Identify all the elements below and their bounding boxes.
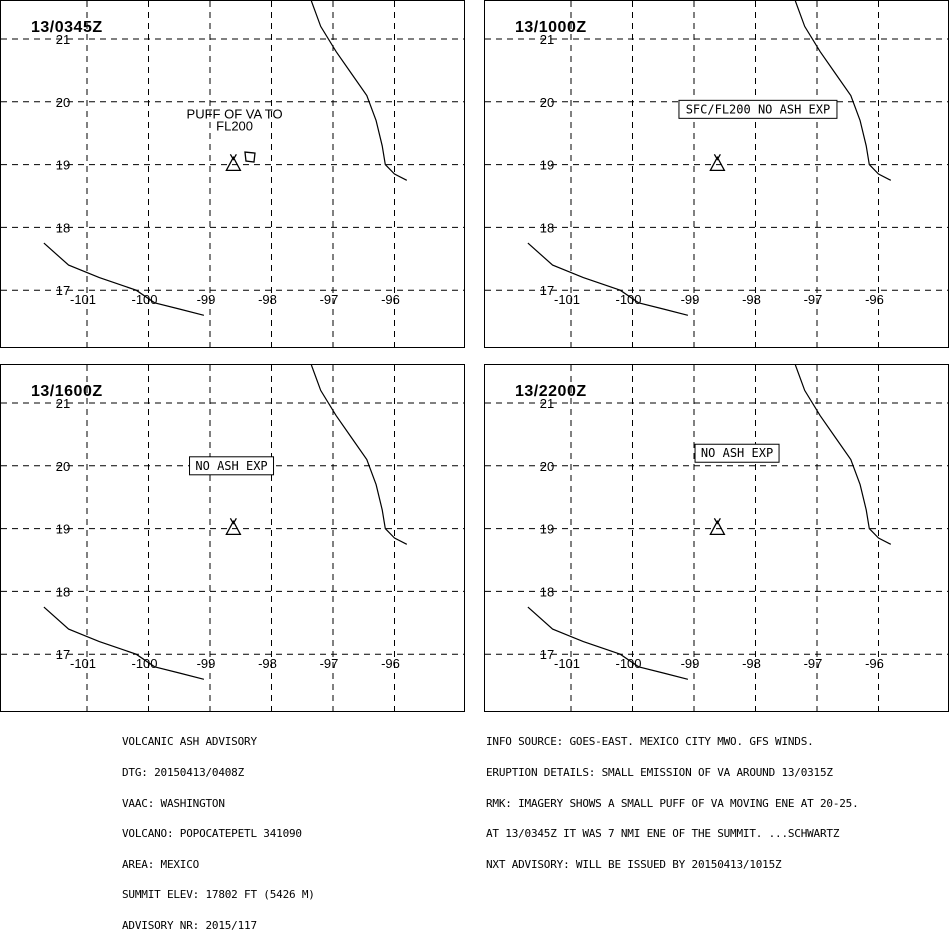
forecast-panel-1600z: [0, 364, 465, 712]
longitude-label: -99: [196, 292, 216, 308]
longitude-label: -98: [258, 292, 277, 308]
footer-line: VOLCANO: POPOCATEPETL 341090: [122, 827, 302, 841]
latitude-label: 21: [55, 32, 71, 47]
gulf-coastline: [786, 1, 891, 180]
pacific-coastline: [528, 243, 688, 315]
longitude-label: -100: [131, 292, 158, 308]
forecast-panel-0345z: [0, 0, 465, 348]
panel-time-label: 13/1600Z: [31, 383, 103, 400]
latitude-label: 20: [55, 94, 71, 110]
annotation-text: NO ASH EXP: [700, 446, 774, 461]
map-1000z: [485, 1, 949, 348]
latitude-label: 17: [55, 647, 71, 663]
longitude-label: -100: [131, 656, 158, 672]
latitude-label: 18: [539, 584, 555, 600]
latitude-label: 17: [539, 283, 555, 299]
latitude-label: 19: [539, 157, 555, 173]
pacific-coastline: [528, 607, 688, 679]
volcano-icon: [710, 518, 724, 534]
longitude-label: -97: [803, 656, 823, 672]
longitude-label: -97: [319, 656, 339, 672]
panel-time-label: 13/0345Z: [31, 19, 103, 36]
volcano-icon: [710, 154, 724, 170]
annotation-text: SFC/FL200 NO ASH EXP: [685, 102, 831, 117]
longitude-label: -98: [258, 656, 277, 672]
latitude-label: 21: [539, 32, 555, 47]
footer-line: AT 13/0345Z IT WAS 7 NMI ENE OF THE SUMMIT. ...SCHWARTZ: [486, 827, 840, 841]
ash-cloud-polygon: [245, 152, 255, 162]
longitude-label: -100: [615, 292, 642, 308]
annotation-text: PUFF OF VA TO: [186, 106, 283, 122]
longitude-label: -98: [742, 656, 761, 672]
latitude-label: 21: [55, 396, 71, 411]
footer-line: DTG: 20150413/0408Z: [122, 766, 245, 779]
gulf-coastline: [302, 365, 407, 544]
annotation-text: NO ASH EXP: [195, 458, 268, 473]
footer-line: ERUPTION DETAILS: SMALL EMISSION OF VA AROUND 13/0315Z: [486, 766, 833, 779]
map-2200z: [485, 365, 949, 712]
longitude-label: -101: [69, 656, 97, 672]
longitude-label: -99: [196, 656, 216, 672]
latitude-label: 20: [539, 458, 555, 474]
pacific-coastline: [44, 607, 204, 679]
latitude-label: 19: [539, 521, 555, 537]
forecast-panel-1000z: [484, 0, 949, 348]
map-1600z: [1, 365, 465, 712]
forecast-panel-2200z: [484, 364, 949, 712]
longitude-label: -99: [680, 292, 700, 308]
volcano-icon: [226, 518, 240, 534]
footer-line: VOLCANIC ASH ADVISORY: [122, 735, 257, 749]
latitude-label: 17: [539, 647, 555, 663]
volcano-icon: [226, 154, 240, 170]
longitude-label: -96: [865, 656, 884, 672]
footer-line: AREA: MEXICO: [122, 857, 200, 871]
footer-line: NXT ADVISORY: WILL BE ISSUED BY 20150413/1015Z: [486, 857, 782, 871]
latitude-label: 21: [539, 396, 555, 411]
longitude-label: -101: [553, 292, 581, 308]
latitude-label: 18: [55, 584, 71, 600]
footer-line: SUMMIT ELEV: 17802 FT (5426 M): [122, 888, 315, 902]
panel-time-label: 13/2200Z: [515, 383, 587, 400]
gulf-coastline: [786, 365, 891, 544]
pacific-coastline: [44, 243, 204, 315]
longitude-label: -101: [69, 292, 97, 308]
advisory-header-text: [122, 717, 315, 941]
longitude-label: -96: [865, 292, 884, 308]
latitude-label: 19: [55, 157, 71, 173]
footer-line: VAAC: WASHINGTON: [122, 796, 225, 810]
latitude-label: 19: [55, 521, 71, 537]
longitude-label: -97: [803, 292, 823, 308]
map-0345z: [1, 1, 465, 348]
longitude-label: -97: [319, 292, 339, 308]
longitude-label: -96: [381, 292, 400, 308]
footer-line: ADVISORY NR: 2015/117: [122, 918, 257, 932]
latitude-label: 20: [55, 458, 71, 474]
longitude-label: -101: [553, 656, 581, 672]
longitude-label: -98: [742, 292, 761, 308]
latitude-label: 18: [539, 220, 555, 236]
annotation-text: FL200: [216, 118, 254, 134]
latitude-label: 18: [55, 220, 71, 236]
panel-time-label: 13/1000Z: [515, 19, 587, 36]
footer-line: INFO SOURCE: GOES-EAST. MEXICO CITY MWO. GFS WINDS.: [486, 735, 814, 749]
latitude-label: 17: [55, 283, 71, 299]
longitude-label: -99: [680, 656, 700, 672]
gulf-coastline: [302, 1, 407, 180]
advisory-details-text: [486, 717, 859, 880]
latitude-label: 20: [539, 94, 555, 110]
longitude-label: -96: [381, 656, 400, 672]
longitude-label: -100: [615, 656, 642, 672]
footer-line: RMK: IMAGERY SHOWS A SMALL PUFF OF VA MOVING ENE AT 20-25.: [486, 796, 859, 810]
